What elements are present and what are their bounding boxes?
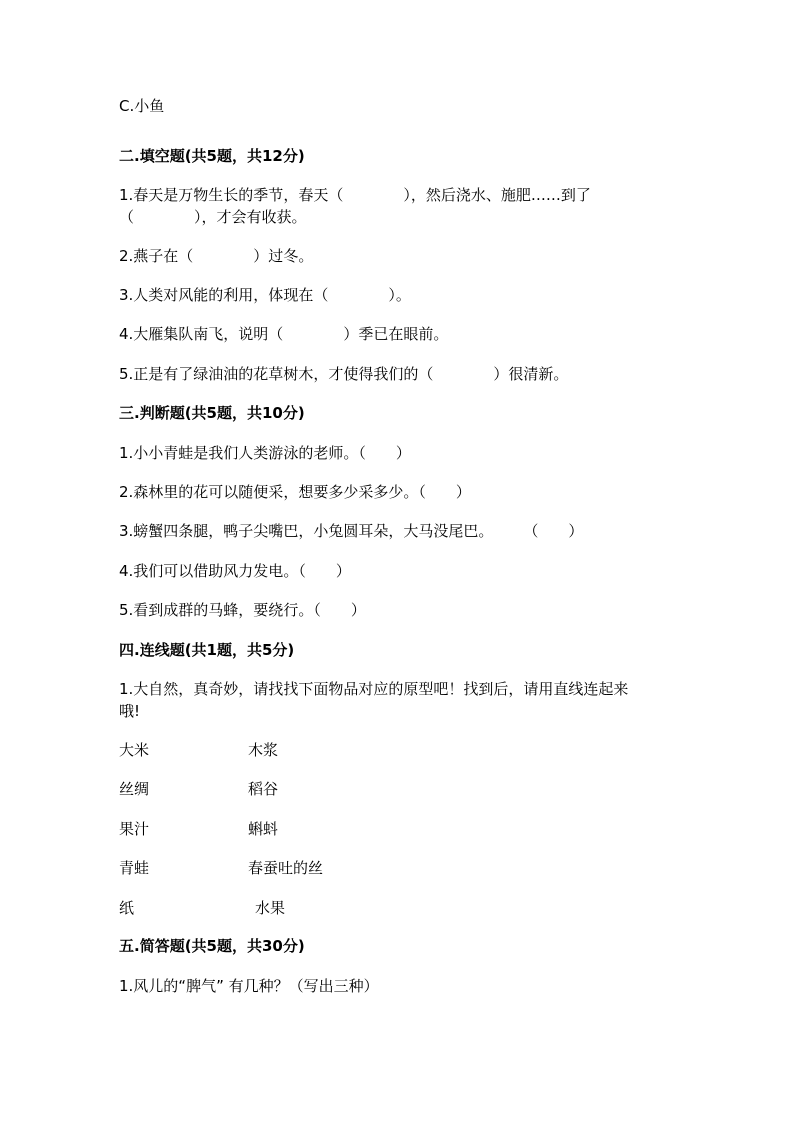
match-right-item: 春蚕吐的丝 bbox=[248, 859, 324, 877]
section-heading-short-answer: 五.简答题(共5题，共30分) bbox=[119, 937, 305, 955]
fill-question-3: 3.人类对风能的利用，体现在（ ）。 bbox=[119, 286, 411, 304]
match-right-item: 水果 bbox=[255, 899, 286, 917]
section-heading-fill-in: 二.填空题(共5题，共12分) bbox=[119, 147, 305, 165]
short-question-1: 1.风儿的“脾气” 有几种？（写出三种） bbox=[119, 977, 379, 995]
match-right-item: 蝌蚪 bbox=[248, 820, 279, 838]
section-heading-matching: 四.连线题(共1题，共5分) bbox=[119, 641, 295, 659]
fill-question-1-line-1: 1.春天是万物生长的季节，春天（ ），然后浇水、施肥……到了 bbox=[119, 186, 591, 204]
judge-question-3: 3.螃蟹四条腿，鸭子尖嘴巴，小兔圆耳朵，大马没尾巴。 （ ） bbox=[119, 522, 584, 540]
match-left-item: 大米 bbox=[119, 741, 150, 759]
match-left-item: 丝绸 bbox=[119, 780, 150, 798]
section-heading-true-false: 三.判断题(共5题，共10分) bbox=[119, 404, 305, 422]
fill-question-1-line-2: （ ），才会有收获。 bbox=[119, 208, 307, 226]
match-question-1-line-2: 哦! bbox=[119, 702, 141, 720]
fill-question-4: 4.大雁集队南飞，说明（ ）季已在眼前。 bbox=[119, 325, 449, 343]
fill-question-2: 2.燕子在（ ）过冬。 bbox=[119, 247, 314, 265]
judge-question-1: 1.小小青蛙是我们人类游泳的老师。（ ） bbox=[119, 444, 411, 462]
fill-question-5: 5.正是有了绿油油的花草树木，才使得我们的（ ）很清新。 bbox=[119, 365, 569, 383]
judge-question-5: 5.看到成群的马蜂，要绕行。（ ） bbox=[119, 601, 366, 619]
match-left-item: 果汁 bbox=[119, 820, 150, 838]
match-question-1-line-1: 1.大自然，真奇妙，请找找下面物品对应的原型吧！找到后，请用直线连起来 bbox=[119, 680, 629, 698]
option-c: C.小鱼 bbox=[119, 97, 165, 115]
match-right-item: 木浆 bbox=[248, 741, 279, 759]
judge-question-2: 2.森林里的花可以随便采，想要多少采多少。（ ） bbox=[119, 483, 471, 501]
match-left-item: 纸 bbox=[119, 899, 135, 917]
match-left-item: 青蛙 bbox=[119, 859, 150, 877]
judge-question-4: 4.我们可以借助风力发电。（ ） bbox=[119, 562, 351, 580]
match-right-item: 稻谷 bbox=[248, 780, 279, 798]
